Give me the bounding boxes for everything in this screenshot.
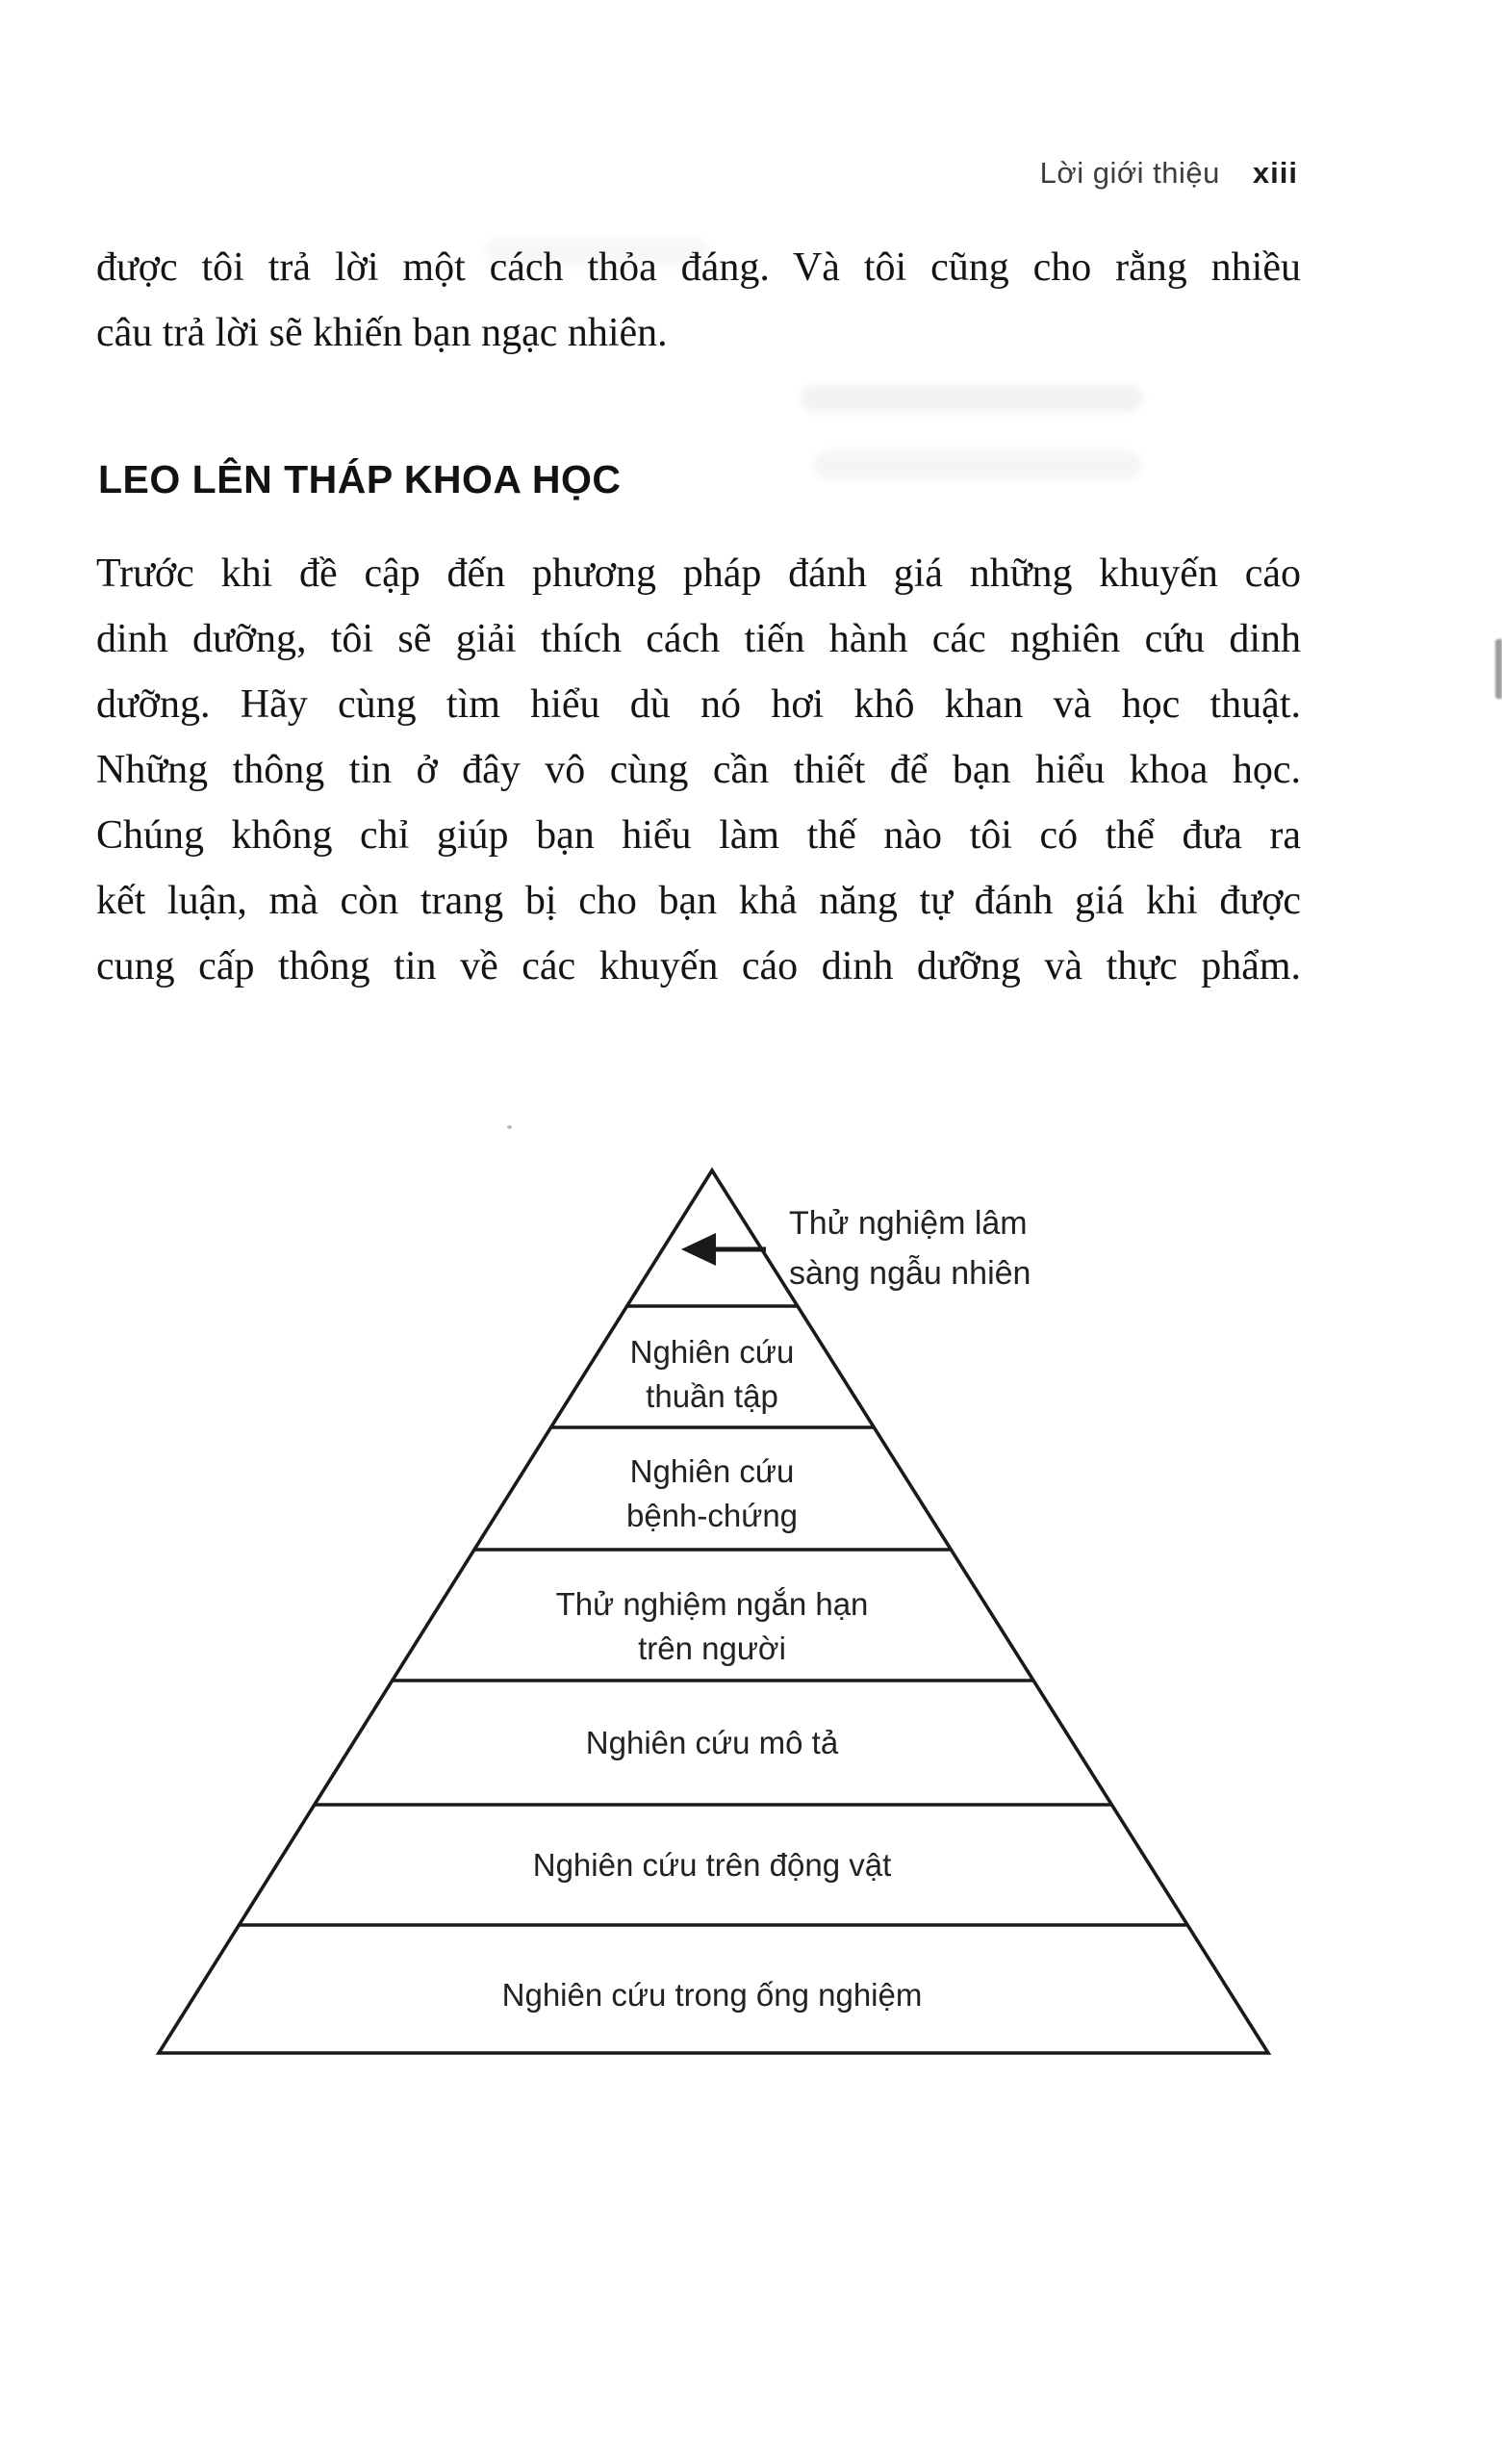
label-line: Nghiên cứu bbox=[629, 1453, 795, 1489]
text-line: Những thông tin ở đây vô cùng cần thiết để bạn hiểu khoa học. bbox=[96, 748, 1301, 792]
text-line: Chúng không chỉ giúp bạn hiểu làm thế nào tôi có thể đưa ra bbox=[96, 813, 1301, 858]
bleedthrough-artifact bbox=[801, 385, 1143, 412]
scan-speck bbox=[507, 1125, 512, 1129]
callout-line: sàng ngẫu nhiên bbox=[789, 1255, 1031, 1292]
pyramid-level-6-label bbox=[533, 1843, 892, 1887]
section-heading: LEO LÊN THÁP KHOA HỌC bbox=[98, 457, 622, 501]
header-section-title: Lời giới thiệu bbox=[1039, 156, 1220, 190]
page-number: xiii bbox=[1252, 156, 1298, 190]
label-line: bệnh-chứng bbox=[625, 1498, 799, 1533]
text-line: cung cấp thông tin về các khuyến cáo dinh dưỡng và thực phẩm. bbox=[96, 944, 1301, 988]
text-line: câu trả lời sẽ khiến bạn ngạc nhiên. bbox=[96, 311, 668, 355]
label-line: Nghiên cứu bbox=[629, 1334, 795, 1370]
running-header bbox=[1040, 156, 1298, 191]
pyramid-level-2-label bbox=[630, 1330, 795, 1419]
pyramid-level-3-label bbox=[626, 1450, 798, 1538]
pyramid-level-7-label bbox=[502, 1973, 923, 2017]
label-line: Nghiên cứu mô tả bbox=[585, 1725, 839, 1760]
callout-line: Thử nghiệm lâm bbox=[789, 1205, 1028, 1242]
text-line: kết luận, mà còn trang bị cho bạn khả năng tự đánh giá khi được bbox=[96, 879, 1301, 923]
label-line: Nghiên cứu trong ống nghiệm bbox=[501, 1977, 923, 2013]
bleedthrough-artifact bbox=[814, 450, 1141, 479]
label-line: Nghiên cứu trên động vật bbox=[532, 1847, 892, 1883]
label-line: trên người bbox=[638, 1630, 786, 1666]
paragraph-continuation bbox=[96, 235, 1301, 366]
page-edge-artifact bbox=[1495, 639, 1502, 699]
body-paragraph bbox=[96, 541, 1301, 999]
pyramid-level-5-label bbox=[586, 1721, 838, 1765]
pyramid-callout-label bbox=[789, 1198, 1031, 1298]
label-line: Thử nghiệm ngắn hạn bbox=[555, 1586, 869, 1622]
text-line: dinh dưỡng, tôi sẽ giải thích cách tiến hành các nghiên cứu dinh bbox=[96, 617, 1301, 661]
left-arrow-icon bbox=[681, 1233, 766, 1266]
text-line: dưỡng. Hãy cùng tìm hiểu dù nó hơi khô khan và học thuật. bbox=[96, 682, 1301, 727]
text-line: được tôi trả lời một cách thỏa đáng. Và tôi cũng cho rằng nhiều bbox=[96, 245, 1301, 290]
pyramid-level-4-label bbox=[556, 1582, 869, 1671]
text-line: Trước khi đề cập đến phương pháp đánh giá những khuyến cáo bbox=[96, 552, 1301, 596]
label-line: thuần tập bbox=[646, 1378, 778, 1414]
